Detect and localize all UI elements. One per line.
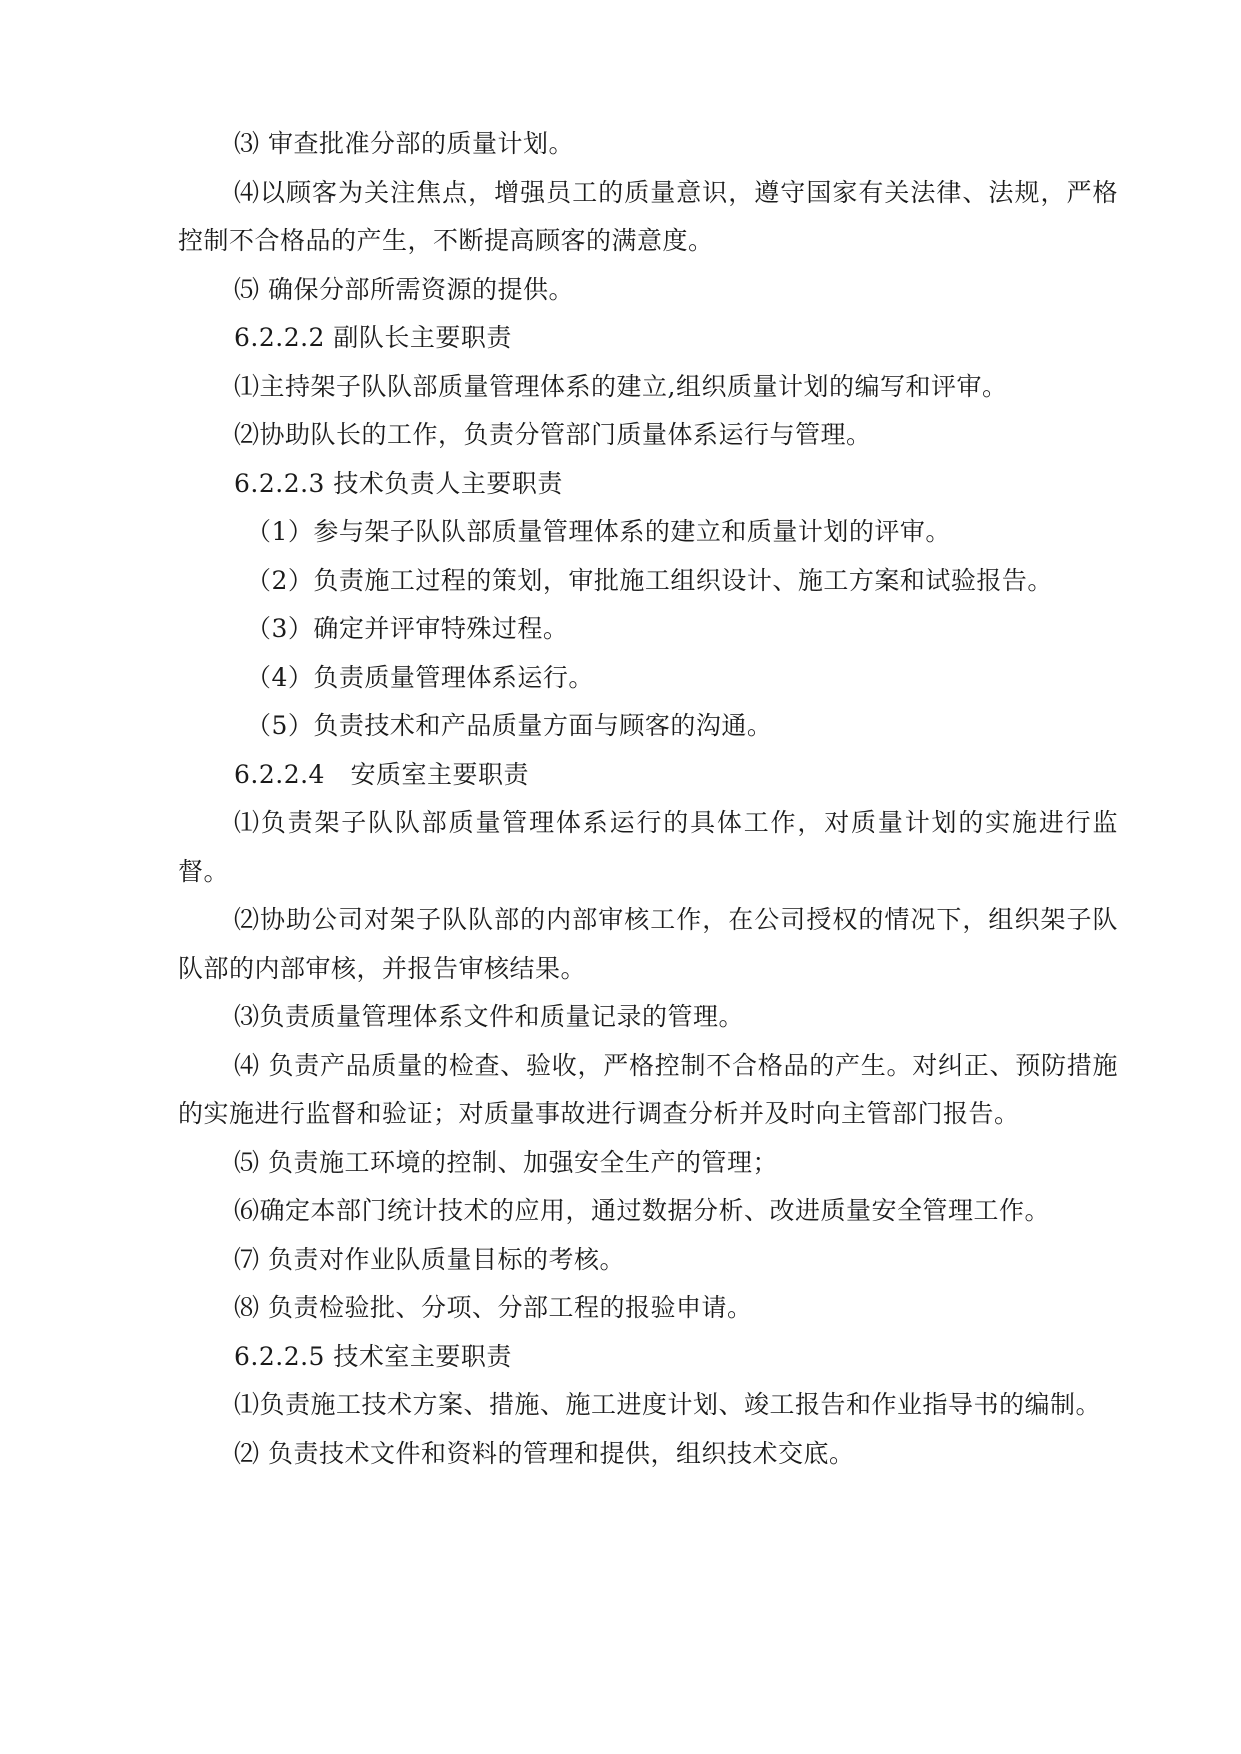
paragraph: （2）负责施工过程的策划，审批施工组织设计、施工方案和试验报告。 bbox=[246, 565, 1053, 595]
paragraph: ⑶ 审查批准分部的质量计划。 bbox=[234, 129, 574, 158]
section-heading: 6.2.2.2 副队长主要职责 bbox=[234, 323, 512, 352]
paragraph: ⑸ 负责施工环境的控制、加强安全生产的管理； bbox=[234, 1147, 778, 1177]
paragraph: ⑹确定本部门统计技术的应用，通过数据分析、改进质量安全管理工作。 bbox=[234, 1196, 1051, 1225]
paragraph: ⑷ 负责产品质量的检查、验收，严格控制不合格品的产生。对纠正、预防措施的实施进行监督和验证；对质量事故进行调查分析并及时向主管部门报告。 bbox=[178, 1050, 1118, 1128]
paragraph: ⑴负责施工技术方案、措施、施工进度计划、竣工报告和作业指导书的编制。 bbox=[234, 1390, 1102, 1419]
paragraph: ⑴负责架子队队部质量管理体系运行的具体工作，对质量计划的实施进行监督。 bbox=[178, 808, 1118, 886]
paragraph: ⑺ 负责对作业队质量目标的考核。 bbox=[234, 1244, 625, 1274]
document-body bbox=[178, 120, 1118, 1478]
paragraph: ⑶负责质量管理体系文件和质量记录的管理。 bbox=[234, 1002, 745, 1031]
paragraph: （3）确定并评审特殊过程。 bbox=[246, 614, 569, 643]
section-heading: 6.2.2.3 技术负责人主要职责 bbox=[234, 468, 563, 498]
paragraph: （4）负责质量管理体系运行。 bbox=[246, 662, 594, 692]
paragraph: ⑵协助公司对架子队队部的内部审核工作，在公司授权的情况下，组织架子队队部的内部审核，并报告审核结果。 bbox=[178, 905, 1118, 983]
paragraph: （5）负责技术和产品质量方面与顾客的沟通。 bbox=[246, 711, 773, 740]
paragraph: （1）参与架子队队部质量管理体系的建立和质量计划的评审。 bbox=[246, 517, 951, 546]
paragraph: ⑵协助队长的工作，负责分管部门质量体系运行与管理。 bbox=[234, 420, 872, 449]
section-heading: 6.2.2.4 安质室主要职责 bbox=[234, 759, 529, 789]
paragraph: ⑷以顾客为关注焦点，增强员工的质量意识，遵守国家有关法律、法规，严格控制不合格品的产生，不断提高顾客的满意度。 bbox=[178, 177, 1118, 255]
paragraph: ⑻ 负责检验批、分项、分部工程的报验申请。 bbox=[234, 1293, 753, 1322]
paragraph: ⑸ 确保分部所需资源的提供。 bbox=[234, 274, 574, 304]
paragraph: ⑵ 负责技术文件和资料的管理和提供，组织技术交底。 bbox=[234, 1438, 855, 1468]
section-heading: 6.2.2.5 技术室主要职责 bbox=[234, 1341, 512, 1371]
paragraph: ⑴主持架子队队部质量管理体系的建立,组织质量计划的编写和评审。 bbox=[234, 371, 1008, 401]
